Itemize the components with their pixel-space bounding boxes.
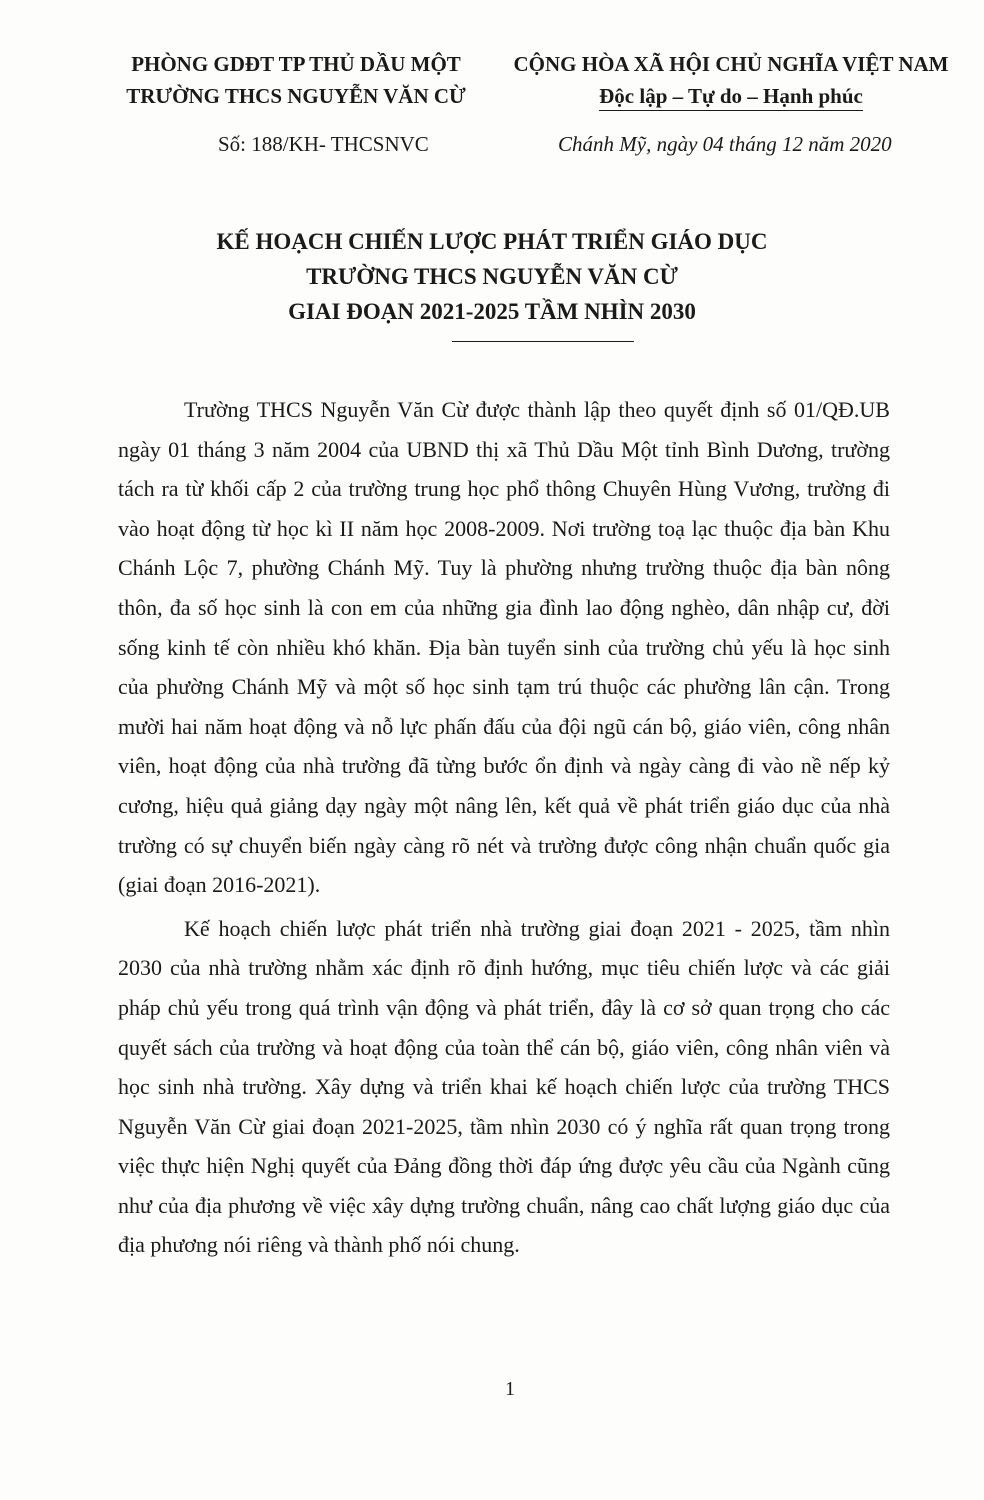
document-date: Chánh Mỹ, ngày 04 tháng 12 năm 2020 (558, 132, 892, 156)
document-title (0, 224, 984, 329)
title-line-1: KẾ HOẠCH CHIẾN LƯỢC PHÁT TRIỂN GIÁO DỤC (216, 229, 768, 254)
national-name: CỘNG HÒA XÃ HỘI CHỦ NGHĨA VIỆT NAM (513, 52, 949, 76)
title-line-3: GIAI ĐOẠN 2021-2025 TẦM NHÌN 2030 (288, 299, 696, 324)
national-motto (498, 48, 964, 112)
document-number: Số: 188/KH- THCSNVC (218, 132, 429, 156)
paragraph: Trường THCS Nguyễn Văn Cừ được thành lập theo quyết định số 01/QĐ.UB ngày 01 tháng 3 năm 2004 của UBND thị xã Thủ Dầu Một tỉnh Bình Dương, trường tách ra từ khối cấp 2 của trường trung học phổ thông Chuyên Hùng Vương, trường đi vào hoạt động từ học kì II năm học 2008-2009. Nơi trường toạ lạc thuộc địa bàn Khu Chánh Lộc 7, phường Chánh Mỹ. Tuy là phường nhưng trường thuộc địa bàn nông thôn, đa số học sinh là con em của những gia đình lao động nghèo, dân nhập cư, đời sống kinh tế còn nhiều khó khăn. Địa bàn tuyển sinh của trường chủ yếu là học sinh của phường Chánh Mỹ và một số học sinh tạm trú thuộc các phường lân cận. Trong mười hai năm hoạt động và nỗ lực phấn đấu của đội ngũ cán bộ, giáo viên, công nhân viên, hoạt động của nhà trường đã từng bước ổn định và ngày càng đi vào nề nếp kỷ cương, hiệu quả giảng dạy ngày một nâng lên, kết quả về phát triển giáo dục của nhà trường có sự chuyển biến ngày càng rõ nét và trường được công nhận chuẩn quốc gia (giai đoạn 2016-2021). (118, 397, 890, 898)
motto-line: Độc lập – Tự do – Hạnh phúc (599, 83, 863, 111)
page-number: 1 (505, 1378, 515, 1400)
paragraph: Kế hoạch chiến lược phát triển nhà trường giai đoạn 2021 - 2025, tầm nhìn 2030 của nhà trường nhằm xác định rõ định hướng, mục tiêu chiến lược và các giải pháp chủ yếu trong quá trình vận động và phát triển, đây là cơ sở quan trọng cho các quyết sách của trường và hoạt động của toàn thể cán bộ, giáo viên, công nhân viên và học sinh nhà trường. Xây dựng và triển khai kế hoạch chiến lược của trường THCS Nguyễn Văn Cừ giai đoạn 2021-2025, tầm nhìn 2030 có ý nghĩa rất quan trọng trong việc thực hiện Nghị quyết của Đảng đồng thời đáp ứng được yêu cầu của Ngành cũng như của địa phương về việc xây dựng trường chuẩn, nâng cao chất lượng giáo dục của địa phương nói riêng và thành phố nói chung. (118, 915, 890, 1258)
issuing-agency (100, 48, 492, 112)
document-body (118, 390, 890, 1269)
agency-line-1: PHÒNG GDĐT TP THỦ DẦU MỘT (131, 52, 461, 76)
title-divider (452, 341, 634, 342)
title-line-2: TRƯỜNG THCS NGUYỄN VĂN CỪ (306, 264, 678, 289)
agency-line-2: TRƯỜNG THCS NGUYỄN VĂN CỪ (126, 84, 466, 108)
